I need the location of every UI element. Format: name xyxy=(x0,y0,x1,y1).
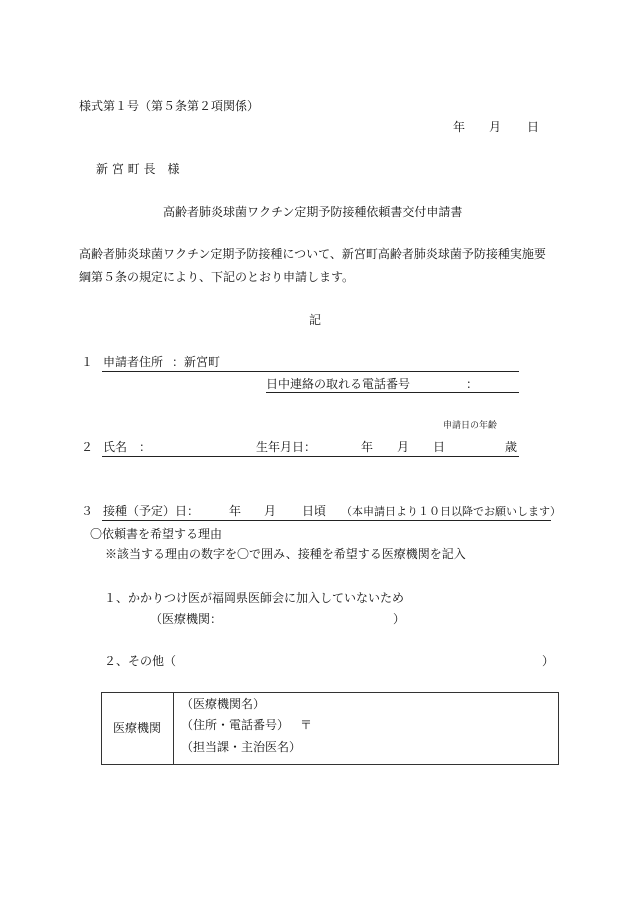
intro-text-line-1: 高齢者肺炎球菌ワクチン定期予防接種について、新宮町高齢者肺炎球菌予防接種実施要 xyxy=(79,247,546,261)
date-month-label: 月 xyxy=(489,120,502,134)
date-day-label: 日 xyxy=(527,120,540,134)
age-unit-label: 歳 xyxy=(505,440,518,454)
addressee: 新 宮 町 長 様 xyxy=(96,162,180,176)
birth-month-label: 月 xyxy=(397,440,410,454)
intro-text-line-2: 綱第５条の規定により、下記のとおり申請します。 xyxy=(79,270,355,284)
ki-heading: 記 xyxy=(309,313,322,327)
institution-name-line[interactable]: （医療機関名） xyxy=(181,697,266,711)
item1-address-label: 申請者住所 xyxy=(103,355,164,369)
reason-instruction: ※該当する理由の数字を〇で囲み、接種を希望する医療機関を記入 xyxy=(105,547,466,561)
birth-day-label: 日 xyxy=(433,440,446,454)
phone-underline[interactable] xyxy=(266,392,519,393)
birthdate-label: 生年月日： xyxy=(256,440,317,454)
reason-2-close: ） xyxy=(542,654,555,668)
institution-box-label: 医療機関 xyxy=(113,721,162,735)
birth-year-label: 年 xyxy=(361,440,374,454)
reason-2-text[interactable]: ２、その他（ xyxy=(104,654,177,668)
institution-box-divider xyxy=(173,692,174,765)
vaccination-year-label: 年 xyxy=(229,504,242,518)
institution-box xyxy=(101,692,559,765)
postal-mark: 〒 xyxy=(300,718,313,732)
phone-label: 日中連絡の取れる電話番号 xyxy=(266,377,411,391)
item1-number: １ xyxy=(81,355,94,369)
reason-1-institution-open: （医療機関： xyxy=(150,612,223,626)
reason-1-text[interactable]: １、かかりつけ医が福岡県医師会に加入していないため xyxy=(104,591,405,605)
age-note: 申請日の年齢 xyxy=(443,421,498,431)
date-year-label: 年 xyxy=(453,120,466,134)
vaccination-date-note: （本申請日より１０日以降でお願いします） xyxy=(341,505,561,518)
document-title: 高齢者肺炎球菌ワクチン定期予防接種依頼書交付申請書 xyxy=(163,205,463,219)
reason-1-institution-close: ） xyxy=(393,612,406,626)
vaccination-date-label: 接種（予定）日： xyxy=(103,504,200,518)
name-label: 氏名 ： xyxy=(103,440,152,454)
vaccination-day-label: 日頃 xyxy=(302,504,327,518)
institution-doctor-line[interactable]: （担当課・主治医名） xyxy=(181,740,302,754)
name-underline[interactable] xyxy=(102,456,519,457)
vaccination-month-label: 月 xyxy=(264,504,277,518)
form-number: 様式第１号（第５条第２項関係） xyxy=(79,99,260,113)
item1-address-value[interactable]: ：新宮町 xyxy=(172,355,221,369)
institution-address-line[interactable]: （住所・電話番号） xyxy=(181,718,290,732)
item2-number: ２ xyxy=(81,440,94,454)
address-underline xyxy=(102,371,519,372)
item3-number: ３ xyxy=(81,504,94,518)
phone-colon: ： xyxy=(466,377,479,391)
reason-title: 〇依頼書を希望する理由 xyxy=(90,527,223,541)
vaccination-date-underline[interactable] xyxy=(102,520,551,521)
